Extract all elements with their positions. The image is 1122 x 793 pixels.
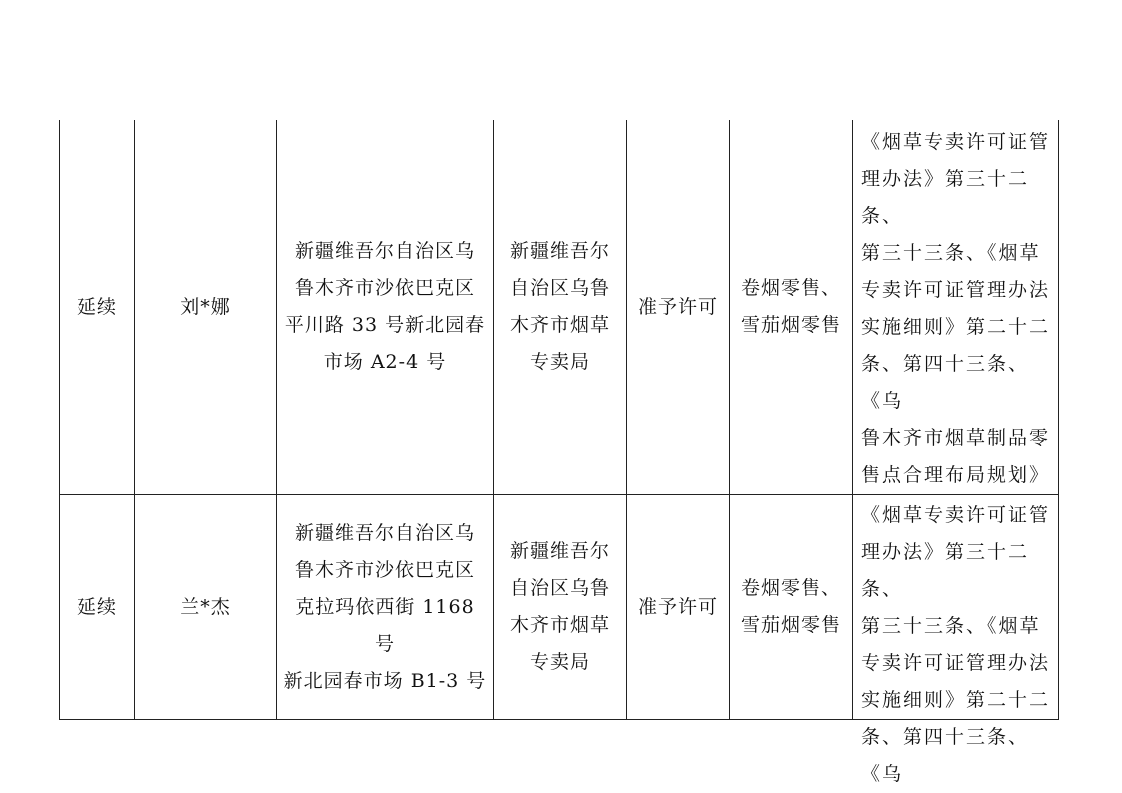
legal-basis-text: 《烟草专卖许可证管 理办法》第三十二条、 第三十三条、《烟草 专卖许可证管理办法 实施细则》第二十二 条、第四十三条、《乌: [861, 504, 1051, 785]
issuing-authority-cell: 新疆维吾尔 自治区乌鲁 木齐市烟草 专卖局: [494, 120, 627, 495]
legal-basis-cell: [853, 495, 1059, 785]
license-type-cell: 延续: [60, 495, 135, 720]
table-row: [60, 495, 1059, 720]
applicant-name-cell: 刘*娜: [135, 120, 277, 495]
applicant-name-cell: 兰*杰: [135, 495, 277, 720]
business-scope-cell: 卷烟零售、 雪茄烟零售: [730, 120, 853, 495]
business-address-cell: 新疆维吾尔自治区乌 鲁木齐市沙依巴克区 平川路 33 号新北园春 市场 A2-4 号: [277, 120, 494, 495]
decision-cell: 准予许可: [627, 120, 730, 495]
decision-cell: 准予许可: [627, 495, 730, 720]
business-scope-cell: 卷烟零售、 雪茄烟零售: [730, 495, 853, 720]
legal-basis-cell: [853, 120, 1059, 495]
table-row: [60, 120, 1059, 495]
issuing-authority-cell: 新疆维吾尔 自治区乌鲁 木齐市烟草 专卖局: [494, 495, 627, 720]
legal-basis-text: 《烟草专卖许可证管 理办法》第三十二条、 第三十三条、《烟草 专卖许可证管理办法 实施细则》第二十二 条、第四十三条、《乌 鲁木齐市烟草制品零 售点合理布局规划》: [861, 131, 1051, 486]
license-type-cell: 延续: [60, 120, 135, 495]
business-address-cell: 新疆维吾尔自治区乌 鲁木齐市沙依巴克区 克拉玛依西街 1168 号 新北园春市场 B1-3 号: [277, 495, 494, 720]
license-table: [59, 120, 1059, 785]
